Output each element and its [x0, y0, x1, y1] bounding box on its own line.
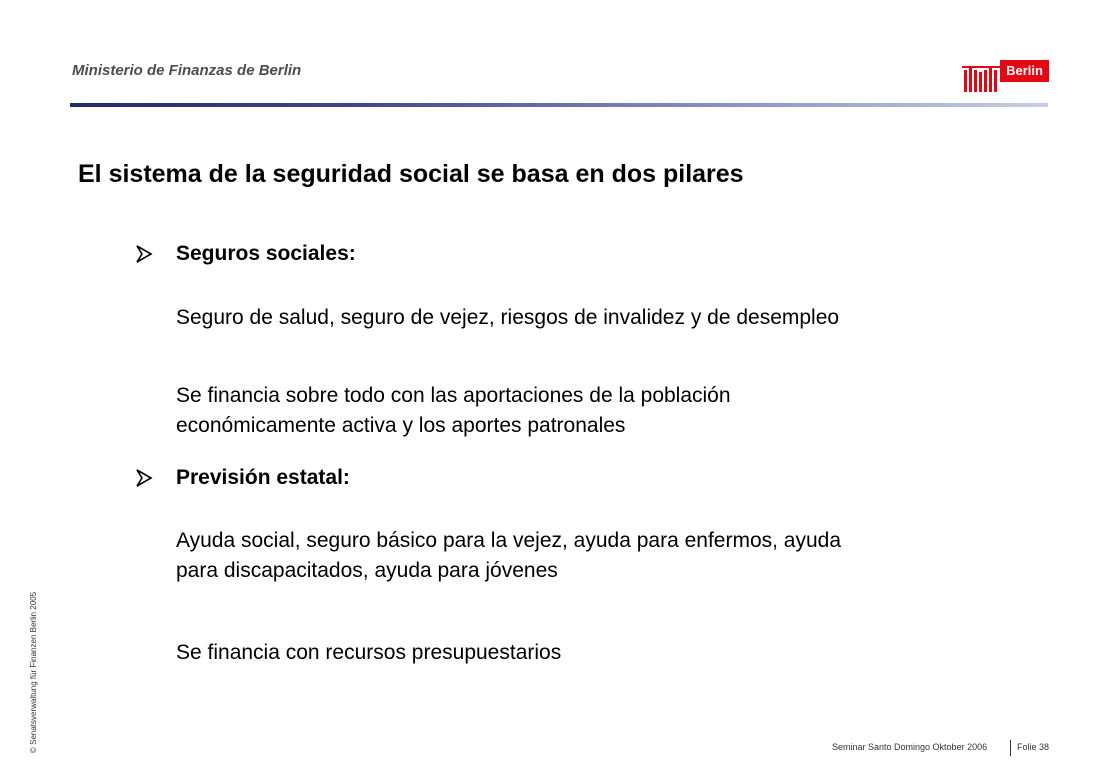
header-divider: [70, 103, 1048, 107]
paragraph-line: Se financia con recursos presupuestarios: [176, 641, 562, 664]
page-title: El sistema de la seguridad social se basa en dos pilares: [78, 160, 744, 188]
section-heading-seguros: Seguros sociales:: [176, 242, 356, 265]
copyright-side-text: © Senatsverwaltung für Finanzen Berlin 2005: [29, 591, 38, 753]
section-paragraph: [176, 303, 839, 333]
ministry-header: Ministerio de Finanzas de Berlin: [72, 62, 302, 79]
arrow-bullet-icon: [134, 468, 154, 488]
footer-slide-number: Folie 38: [1017, 742, 1050, 752]
section-paragraph: [176, 381, 731, 441]
section-paragraph: [176, 638, 561, 668]
arrow-bullet-icon: [134, 244, 154, 264]
paragraph-line: económicamente activa y los aportes patronales: [176, 414, 626, 437]
berlin-logo-text: Berlin: [1000, 60, 1049, 82]
paragraph-line: para discapacitados, ayuda para jóvenes: [176, 559, 558, 582]
footer-separator: [1010, 740, 1011, 756]
berlin-bear-bars-icon: [962, 66, 1000, 92]
footer-seminar: Seminar Santo Domingo Oktober 2006: [832, 742, 988, 752]
section-heading-prevision: Previsión estatal:: [176, 466, 350, 489]
berlin-logo: [962, 60, 1050, 92]
paragraph-line: Ayuda social, seguro básico para la vejez, ayuda para enfermos, ayuda: [176, 529, 842, 552]
section-paragraph: [176, 526, 841, 586]
paragraph-line: Seguro de salud, seguro de vejez, riesgos de invalidez y de desempleo: [176, 306, 840, 329]
paragraph-line: Se financia sobre todo con las aportaciones de la población: [176, 384, 731, 407]
